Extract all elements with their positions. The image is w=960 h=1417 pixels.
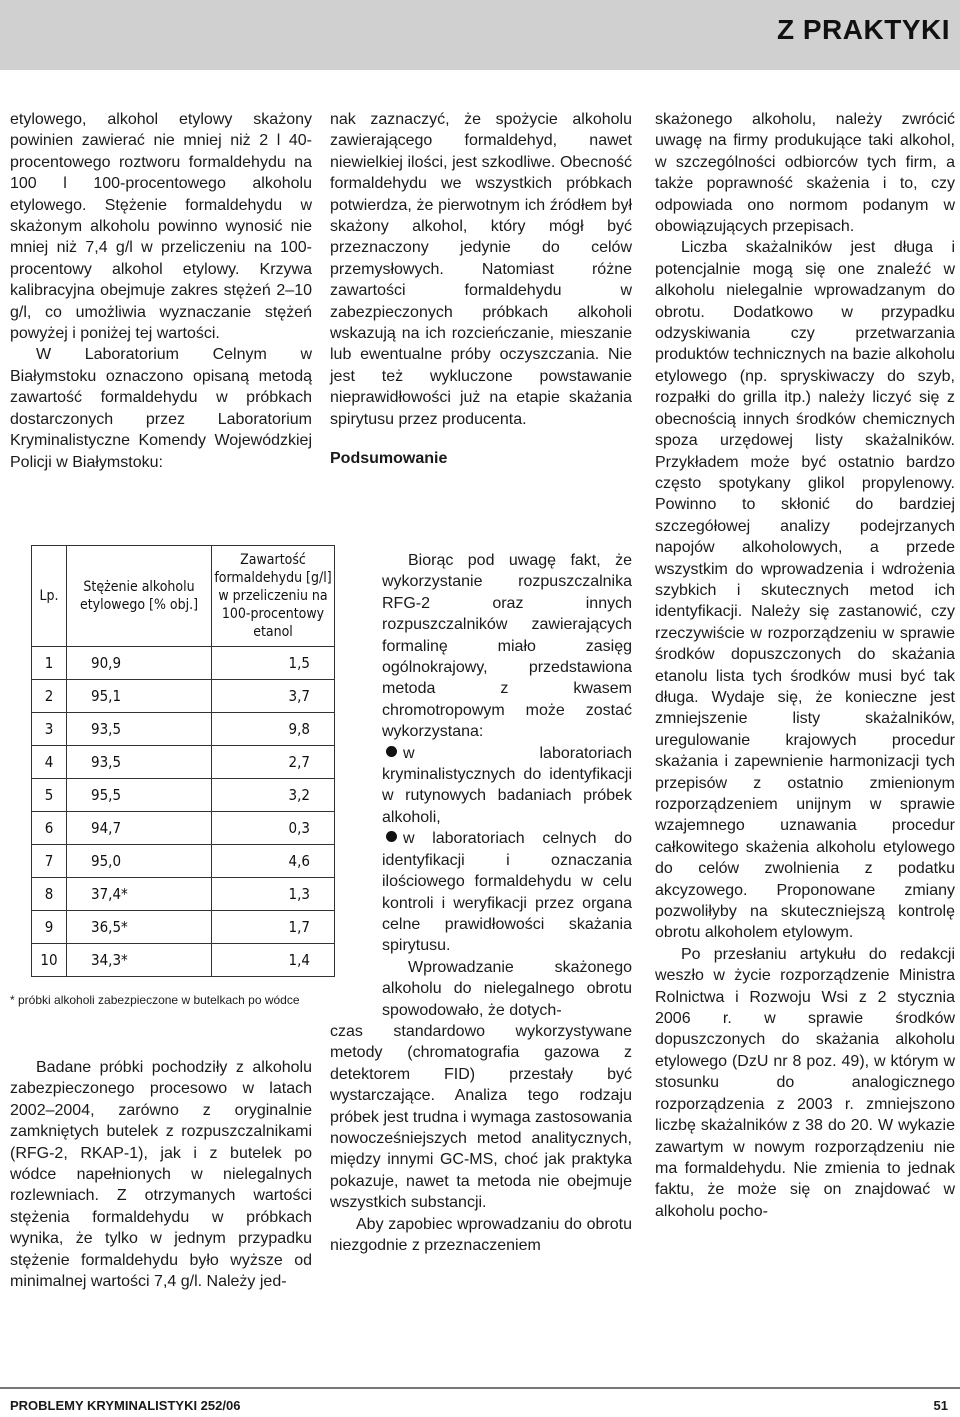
paragraph: Badane próbki pochodziły z alkoholu zabezpieczonego procesowo w latach 2002–2004, zarówno z oryginalnie zamkniętych butelek z rozpuszczalnikami (RFG-2, RKAP-1), jak i z butelek po wódce napełnionych w nielegalnych rozlewniach. Z otrzymanych wartości stężenia formaldehydu w próbkach wynika, że tylko w jednym przypadku stężenie formaldehydu było wyższe od minimalnej wartości 7,4 g/l. Należy jed- xyxy=(10,1059,312,1291)
cell-lp: 6 xyxy=(32,812,67,845)
table-row xyxy=(32,911,335,944)
section-title: Z PRAKTYKI xyxy=(777,14,950,45)
page-number: 51 xyxy=(933,1398,948,1413)
cell-ethanol: 95,5 xyxy=(67,779,212,812)
table-row xyxy=(32,713,335,746)
cell-formaldehyde: 3,7 xyxy=(212,680,335,713)
cell-lp: 1 xyxy=(32,647,67,680)
paragraph: Liczba skażalników jest długa i potencjalnie mogą się one znaleźć w alkoholu nielegalnie wprowadzanym do obrotu. Dodatkowo w przypadku odzyskiwania czy przetwarzania produktów technicznych na bazie alkoholu etylowego (np. spryskiwaczy do szyb, rozpałki do grilla itp.) należy liczyć się z obecnością innych środków chemicznych spoza urzędowej listy skażalników. Przykładem może być ostatnio bardzo często spotykany glikol propylenowy. Powinno to skłonić do bardziej szczegółowej analizy podejrzanych napojów alkoholowych, a przede wszystkim do wprowadzenia i wdrożenia szybkich i skutecznych metod ich identyfikacji. Należy się zastanowić, czy rzeczywiście w rozporządzeniu w sprawie środków dopuszczonych do skażania etanolu lista tych środków musi być tak długa. Wydaje się, że konieczne jest zmniejszenie listy skażalników, uregulowanie krajowych procedur skażania i zapewnienie harmonizacji tych przepisów z ostatnio zmienionym rozporządzeniem unijnym w sprawie wzajemnego uznawania procedur całkowitego skażenia alkoholu etylowego do celów zwolnienia z podatku akcyzowego. Proponowane zmiany pozwoliłyby na skuteczniejszą kontrolę obrotu alkoholem etylowym. xyxy=(655,239,955,942)
cell-formaldehyde: 4,6 xyxy=(212,845,335,878)
cell-formaldehyde: 1,5 xyxy=(212,647,335,680)
cell-lp: 2 xyxy=(32,680,67,713)
bullet-item xyxy=(330,743,632,829)
cell-lp: 5 xyxy=(32,779,67,812)
cell-ethanol: 36,5* xyxy=(67,911,212,944)
results-table xyxy=(31,545,335,977)
cell-lp: 4 xyxy=(32,746,67,779)
cell-formaldehyde: 9,8 xyxy=(212,713,335,746)
paragraph: skażonego alkoholu, należy zwrócić uwagę na firmy produkujące taki alkohol, w szczególności odbiorców tych firm, a także poprawność skażenia i to, czy odpowiada ono normom podanym w obowiązujących przepisach. xyxy=(655,111,955,236)
cell-ethanol: 95,0 xyxy=(67,845,212,878)
table-header-ethanol: Stężenie alkoholu etylowego [% obj.] xyxy=(67,546,212,647)
cell-ethanol: 94,7 xyxy=(67,812,212,845)
cell-lp: 8 xyxy=(32,878,67,911)
paragraph: W Laboratorium Celnym w Białymstoku oznaczono opisaną metodą zawartość formaldehydu w próbkach dostarczonych przez Laboratorium Kryminalistyczne Komendy Wojewódzkiej Policji w Białymstoku: xyxy=(10,346,312,471)
cell-lp: 7 xyxy=(32,845,67,878)
table-row xyxy=(32,779,335,812)
column-2-top xyxy=(330,109,632,486)
table-header-formaldehyde: Zawartość formaldehydu [g/l] w przeliczeniu na 100-procentowy etanol xyxy=(212,546,335,647)
cell-formaldehyde: 1,3 xyxy=(212,878,335,911)
table-row xyxy=(32,647,335,680)
paragraph: etylowego, alkohol etylowy skażony powinien zawierać nie mniej niż 2 l 40-procentowego roztworu formaldehydu na 100 l 100-procentowego alkoholu etylowego. Stężenie formaldehydu w skażonym alkoholu powinno wynosić nie mniej niż 7,4 g/l w przeliczeniu na 100-procentowy alkohol etylowy. Krzywa kalibracyjna obejmuje zakres stężeń 2–10 g/l, co umożliwia wyznaczanie stężeń powyżej i poniżej tej wartości. xyxy=(10,111,312,343)
cell-ethanol: 37,4* xyxy=(67,878,212,911)
bullet-item xyxy=(330,828,632,956)
cell-lp: 10 xyxy=(32,944,67,977)
table-row xyxy=(32,944,335,977)
paragraph: Po przesłaniu artykułu do redakcji weszło w życie rozporządzenie Ministra Rolnictwa i Rozwoju Wsi z 2 stycznia 2006 r. w sprawie środków dopuszczonych do skażania alkoholu etylowego (DzU nr 8 poz. 49), w którym w stosunku do analogicznego rozporządzenia z 2003 r. zmniejszono liczbę skażalników z 38 do 20. W wykazie zawartym w nowym rozporządzeniu nie ma formaldehydu. Nie zmienia to jednak faktu, że może się on znajdować w alkoholu pocho- xyxy=(655,945,955,1220)
cell-ethanol: 34,3* xyxy=(67,944,212,977)
cell-lp: 9 xyxy=(32,911,67,944)
paragraph: Wprowadzanie skażonego alkoholu do nielegalnego obrotu spowodowało, że dotych- xyxy=(382,958,632,1019)
bullet-icon xyxy=(386,746,397,757)
table-footnote: * próbki alkoholi zabezpieczone w butelkach po wódce xyxy=(10,993,300,1007)
paragraph: Biorąc pod uwagę fakt, że wykorzystanie rozpuszczalnika RFG-2 oraz innych rozpuszczalników zawierających formalinę miało zasięg ogólnokrajowy, przedstawiona metoda z kwasem chromotropowym może zostać wykorzystana: xyxy=(382,552,632,741)
cell-formaldehyde: 1,7 xyxy=(212,911,335,944)
table-row xyxy=(32,878,335,911)
column-1-top xyxy=(10,109,312,473)
cell-formaldehyde: 0,3 xyxy=(212,812,335,845)
cell-ethanol: 90,9 xyxy=(67,647,212,680)
bullet-text: w laboratoriach kryminalistycznych do identyfikacji w rutynowych badaniach próbek alkoholi, xyxy=(382,744,632,826)
bullet-icon xyxy=(386,831,397,842)
paragraph: czas standardowo wykorzystywane metody (chromatografia gazowa z detektorem FID) przestały być wystarczające. Analiza tego rodzaju próbek jest trudna i wymaga zastosowania nowocześniejszych metod analitycznych, między innymi GC-MS, choć jak praktyka pokazuje, nawet ta metoda nie obejmuje wszystkich substancji. xyxy=(330,1022,632,1212)
cell-ethanol: 93,5 xyxy=(67,713,212,746)
section-heading: Podsumowanie xyxy=(330,450,448,468)
table-header-lp: Lp. xyxy=(32,546,67,647)
table-row xyxy=(32,680,335,713)
cell-formaldehyde: 2,7 xyxy=(212,746,335,779)
table-row xyxy=(32,812,335,845)
column-1-bottom xyxy=(10,1057,312,1292)
cell-ethanol: 95,1 xyxy=(67,680,212,713)
column-2-bottom xyxy=(330,550,632,1256)
journal-name: PROBLEMY KRYMINALISTYKI 252/06 xyxy=(10,1398,241,1413)
bullet-text: w laboratoriach celnych do identyfikacji i oznaczania ilościowego formaldehydu w celu kontroli i weryfikacji przez organa celne prawidłowości skażania spirytusu. xyxy=(382,830,632,955)
page-header xyxy=(0,0,960,70)
footer-divider xyxy=(0,1387,960,1389)
cell-ethanol: 93,5 xyxy=(67,746,212,779)
paragraph: Aby zapobiec wprowadzaniu do obrotu niezgodnie z przeznaczeniem xyxy=(330,1215,632,1254)
cell-lp: 3 xyxy=(32,713,67,746)
cell-formaldehyde: 3,2 xyxy=(212,779,335,812)
table-row xyxy=(32,746,335,779)
column-3 xyxy=(655,109,955,1222)
paragraph: nak zaznaczyć, że spożycie alkoholu zawierającego formaldehyd, nawet niewielkiej ilości, jest szkodliwe. Obecność formaldehydu we wszystkich próbkach potwierdza, że pierwotnym ich źródłem był skażony alkohol, który mógł być przeznaczony jedynie do celów przemysłowych. Natomiast różne zawartości formaldehydu w zabezpieczonych próbkach alkoholi wskazują na ich rozcieńczanie, mieszanie lub ewentualne próby oczyszczania. Nie jest też wykluczone powstawanie nieprawidłowości już na etapie skażania spirytusu przez producenta. xyxy=(330,111,632,428)
cell-formaldehyde: 1,4 xyxy=(212,944,335,977)
table-row xyxy=(32,845,335,878)
